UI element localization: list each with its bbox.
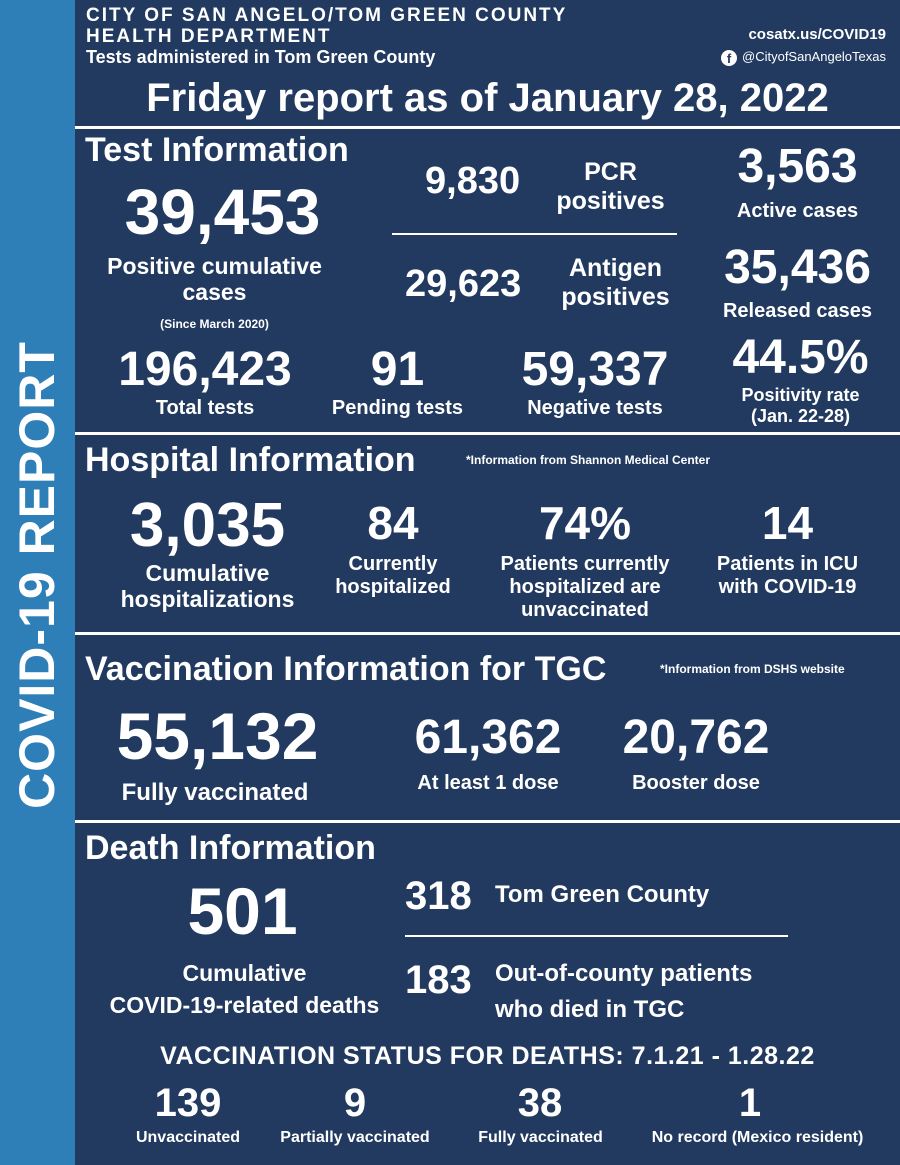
unvaccinated-percent-label bbox=[480, 553, 690, 622]
deaths-status-heading: VACCINATION STATUS FOR DEATHS: 7.1.21 - 1.28.22 bbox=[160, 1042, 815, 1070]
positivity-label-line-2: (Jan. 22-28) bbox=[750, 405, 851, 426]
vaccination-note: *Information from DSHS website bbox=[660, 662, 845, 676]
facebook-icon: f bbox=[721, 50, 737, 66]
positivity-rate-label bbox=[708, 385, 893, 426]
org-name bbox=[86, 5, 567, 47]
hospital-cumulative-line-2: hospitalizations bbox=[120, 586, 295, 613]
out-label-line-1: Out-of-county patients bbox=[495, 960, 753, 987]
pending-tests-value: 91 bbox=[370, 343, 425, 396]
pending-tests-label: Pending tests bbox=[331, 397, 464, 419]
icu-value: 14 bbox=[761, 497, 814, 549]
hospital-heading: Hospital Information bbox=[85, 441, 416, 479]
negative-tests-value: 59,337 bbox=[521, 343, 669, 396]
out-of-county-deaths-value: 183 bbox=[405, 958, 472, 1002]
pcr-value: 9,830 bbox=[425, 160, 521, 202]
divider-hospital bbox=[75, 432, 900, 435]
sidebar-title: COVID-19 REPORT bbox=[9, 341, 65, 809]
divider-vaccination bbox=[75, 632, 900, 635]
status-partially-label: Partially vaccinated bbox=[280, 1129, 430, 1146]
fully-vaccinated-label: Fully vaccinated bbox=[121, 779, 309, 806]
header-subtitle: Tests administered in Tom Green County bbox=[86, 47, 436, 67]
positive-cumulative-label: Positive cumulative cases bbox=[107, 253, 322, 306]
cumulative-hospitalizations-value: 3,035 bbox=[129, 491, 286, 560]
currently-hospitalized-value: 84 bbox=[367, 497, 419, 549]
status-fully-value: 38 bbox=[517, 1081, 563, 1125]
hospital-cumulative-line-1: Cumulative bbox=[145, 560, 270, 586]
positive-cumulative-note: (Since March 2020) bbox=[160, 317, 269, 331]
active-cases-value: 3,563 bbox=[737, 140, 858, 193]
icu-label bbox=[700, 553, 875, 599]
vaccination-heading: Vaccination Information for TGC bbox=[85, 650, 607, 688]
divider-test bbox=[75, 126, 900, 129]
antigen-label-line-1: Antigen bbox=[568, 254, 663, 282]
pcr-antigen-divider bbox=[392, 233, 677, 235]
positivity-label-line-1: Positivity rate bbox=[741, 385, 860, 405]
report-title: Friday report as of January 28, 2022 bbox=[146, 76, 829, 120]
positivity-rate-value: 44.5% bbox=[732, 331, 869, 384]
total-tests-label: Total tests bbox=[155, 397, 255, 419]
cumulative-hospitalizations-label bbox=[100, 560, 315, 613]
positive-cumulative-value: 39,453 bbox=[124, 176, 321, 248]
divider-deaths bbox=[75, 820, 900, 823]
status-unvaccinated-label: Unvaccinated bbox=[135, 1129, 241, 1146]
pcr-label bbox=[548, 158, 673, 216]
death-heading: Death Information bbox=[85, 829, 376, 867]
status-unvaccinated-value: 139 bbox=[154, 1081, 222, 1125]
booster-dose-label: Booster dose bbox=[632, 772, 760, 794]
booster-dose-value: 20,762 bbox=[622, 711, 770, 764]
out-label-line-2: who died in TGC bbox=[495, 996, 685, 1023]
unvax-label-line-1: Patients currently bbox=[500, 553, 670, 575]
unvaccinated-percent-value: 74% bbox=[538, 497, 632, 549]
pcr-label-line-2: positives bbox=[556, 186, 665, 215]
status-partially-value: 9 bbox=[343, 1081, 367, 1125]
cumulative-deaths-value: 501 bbox=[187, 874, 298, 948]
status-fully-label: Fully vaccinated bbox=[478, 1129, 603, 1146]
social-handle: @CityofSanAngeloTexas bbox=[742, 49, 886, 64]
released-cases-value: 35,436 bbox=[724, 241, 871, 294]
county-deaths-value: 318 bbox=[405, 874, 472, 918]
antigen-label-line-2: positives bbox=[561, 282, 670, 311]
hospital-note: *Information from Shannon Medical Center bbox=[466, 453, 711, 467]
test-heading: Test Information bbox=[85, 131, 349, 169]
total-tests-value: 196,423 bbox=[118, 343, 292, 396]
deaths-label-line-1: Cumulative bbox=[182, 960, 307, 986]
sidebar bbox=[0, 0, 75, 1165]
one-dose-value: 61,362 bbox=[414, 711, 562, 764]
status-no-record-label: No record (Mexico resident) bbox=[651, 1129, 864, 1146]
cumulative-deaths-label bbox=[82, 957, 407, 1021]
active-cases-label: Active cases bbox=[736, 200, 859, 222]
one-dose-label: At least 1 dose bbox=[417, 772, 559, 794]
antigen-label bbox=[552, 254, 679, 312]
website-link[interactable]: cosatx.us/COVID19 bbox=[748, 26, 886, 43]
unvax-label-line-2: hospitalized are bbox=[509, 576, 661, 598]
negative-tests-label: Negative tests bbox=[527, 397, 663, 419]
social-link[interactable] bbox=[721, 49, 886, 66]
icu-label-line-2: with COVID-19 bbox=[718, 576, 857, 598]
deaths-label-line-2: COVID-19-related deaths bbox=[109, 992, 380, 1018]
unvax-label-line-3: unvaccinated bbox=[521, 599, 649, 621]
current-label-line-1: Currently bbox=[348, 553, 438, 575]
pcr-label-line-1: PCR bbox=[584, 158, 637, 186]
out-of-county-deaths-label bbox=[495, 956, 752, 1028]
county-deaths-label: Tom Green County bbox=[495, 881, 710, 908]
antigen-value: 29,623 bbox=[405, 263, 522, 305]
org-line-2: HEALTH DEPARTMENT bbox=[86, 26, 332, 47]
icu-label-line-1: Patients in ICU bbox=[716, 553, 859, 575]
status-no-record-value: 1 bbox=[738, 1081, 762, 1125]
fully-vaccinated-value: 55,132 bbox=[116, 699, 319, 773]
deaths-divider bbox=[405, 935, 788, 937]
current-label-line-2: hospitalized bbox=[335, 576, 451, 598]
org-line-1: CITY OF SAN ANGELO/TOM GREEN COUNTY bbox=[86, 5, 568, 26]
released-cases-label: Released cases bbox=[722, 300, 872, 322]
currently-hospitalized-label bbox=[318, 553, 468, 599]
